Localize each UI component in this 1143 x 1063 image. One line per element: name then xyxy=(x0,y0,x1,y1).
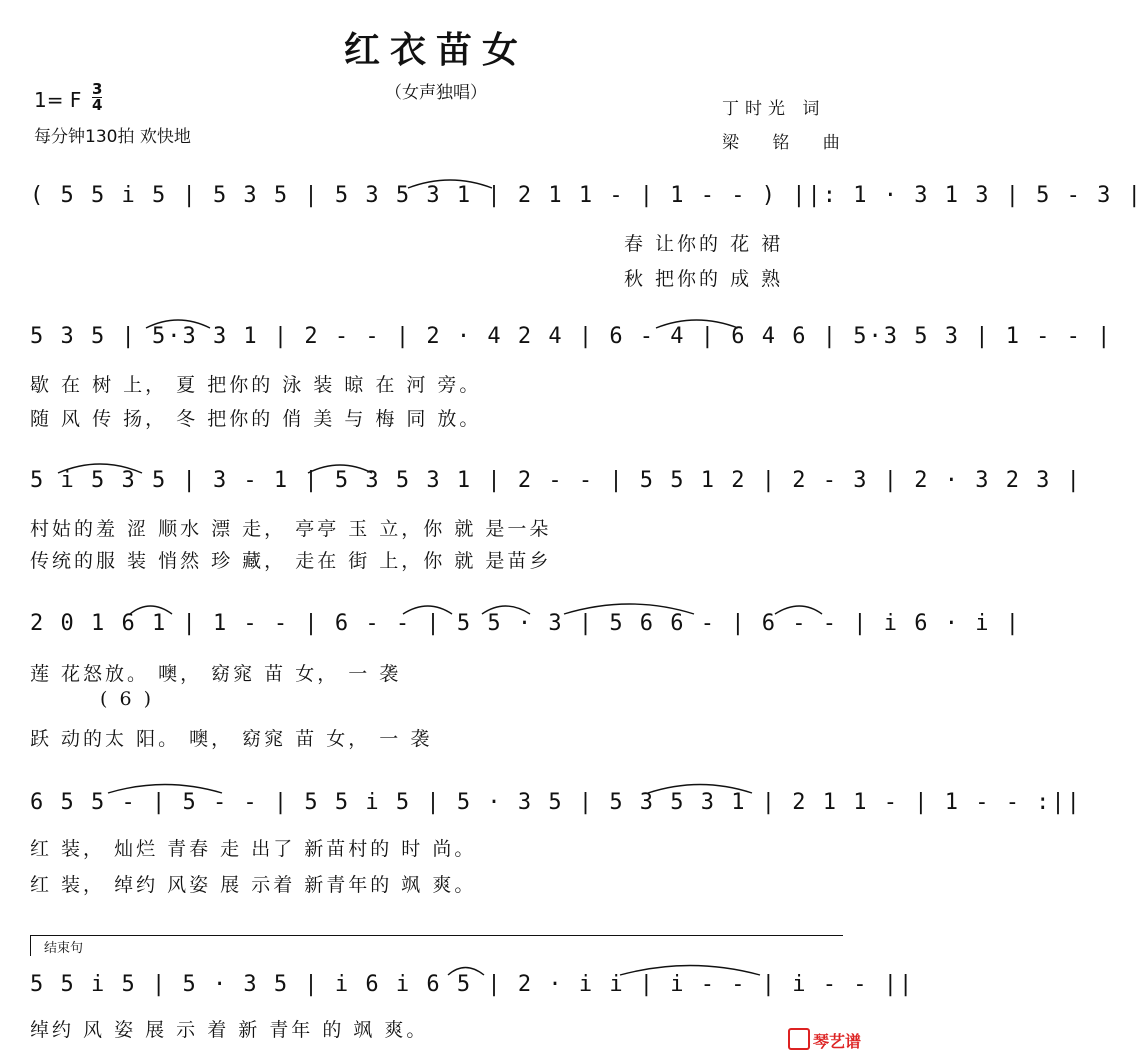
tempo-marking: 每分钟130拍 欢快地 xyxy=(34,127,191,147)
lyric-row-5-verse-2: 红 装， 绰约 风姿 展 示着 新青年的 飒 爽。 xyxy=(30,874,477,896)
song-title: 红衣苗女 xyxy=(343,29,528,71)
lyric-row-3-verse-2: 传统的服 装 悄然 珍 藏， 走在 街 上，你 就 是苗乡 xyxy=(30,550,552,572)
lyric-row-5-verse-1: 红 装， 灿烂 青春 走 出了 新苗村的 时 尚。 xyxy=(30,838,477,860)
lyric-row-6: 绰约 风 姿 展 示 着 新 青年 的 飒 爽。 xyxy=(30,1019,429,1041)
notation-row-3: 5 i 5 3 5 | 3 - 1 | 5 3 5 3 1 | 2 - - | 5 5 1 2 | 2 - 3 | 2 · 3 2 3 | xyxy=(30,468,1082,493)
time-signature-bottom: 4 xyxy=(92,96,103,114)
watermark-logo xyxy=(788,1028,861,1052)
watermark-text: 琴艺谱 xyxy=(813,1032,862,1051)
lyric-row-2-verse-2: 随 风 传 扬， 冬 把你的 俏 美 与 梅 同 放。 xyxy=(30,408,482,430)
notation-row-1: ( 5 5 i 5 | 5 3 5 | 5 3 5 3 1 | 2 1 1 - | 1 - - ) ||: 1 · 3 1 3 | 5 - 3 | xyxy=(30,183,1143,208)
lyric-row-2-verse-1: 歇 在 树 上， 夏 把你的 泳 装 晾 在 河 旁。 xyxy=(30,374,482,396)
lyric-row-1-verse-1: 春 让你的 花 裙 xyxy=(624,233,784,255)
lyric-row-1-verse-2: 秋 把你的 成 熟 xyxy=(624,268,784,290)
logo-icon xyxy=(788,1028,810,1050)
notation-row-6: 5 5 i 5 | 5 · 3 5 | i 6 i 6 5 | 2 · i i | i - - | i - - || xyxy=(30,972,915,997)
time-signature-top: 3 xyxy=(92,80,103,98)
notation-row-4: 2 0 1 6 1 | 1 - - | 6 - - | 5 5 · 3 | 5 6 6 - | 6 - - | i 6 · i | xyxy=(30,611,1021,636)
ending-label: 结束句 xyxy=(44,941,84,956)
song-subtitle: （女声独唱） xyxy=(385,83,487,103)
lyric-row-4-verse-2: 跃 动的太 阳。 噢， 窈窕 苗 女， 一 袭 xyxy=(30,728,433,750)
key-signature: 1= F xyxy=(34,88,82,112)
lyric-row-3-verse-1: 村姑的羞 涩 顺水 漂 走， 亭亭 玉 立，你 就 是一朵 xyxy=(30,518,552,540)
lyricist-credit: 丁时光 词 xyxy=(722,99,826,119)
lyric-row-4-alt-note: ( 6 ) xyxy=(100,688,154,710)
composer-credit: 梁 铭 曲 xyxy=(722,133,854,153)
notation-row-5: 6 5 5 - | 5 - - | 5 5 i 5 | 5 · 3 5 | 5 3 5 3 1 | 2 1 1 - | 1 - - :|| xyxy=(30,790,1082,815)
notation-row-2: 5 3 5 | 5·3 3 1 | 2 - - | 2 · 4 2 4 | 6 - 4 | 6 4 6 | 5·3 5 3 | 1 - - | xyxy=(30,324,1113,349)
lyric-row-4-verse-1: 莲 花怒放。 噢， 窈窕 苗 女， 一 袭 xyxy=(30,663,402,685)
